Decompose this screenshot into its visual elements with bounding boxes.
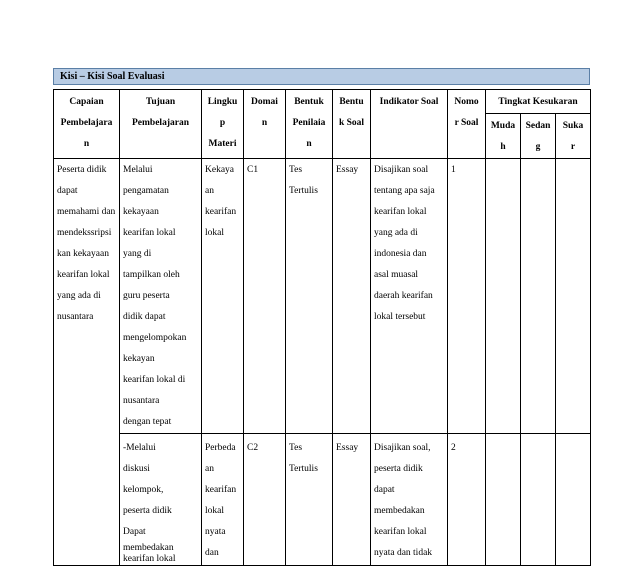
cell-indikator: Disajikan soal, peserta didik dapat membedakan kearifan lokal nyata dan tidak: [371, 434, 448, 566]
cell-indikator: Disajikan soal tentang apa saja kearifan lokal yang ada di indonesia dan asal muasal daerah kearifan lokal tersebut: [371, 159, 448, 434]
cell-bentuk-penilaian: Tes Tertulis: [286, 159, 333, 434]
header-indikator: Indikator Soal: [371, 90, 448, 159]
cell-sedang: [521, 434, 556, 566]
cell-bentuk-penilaian: Tes Tertulis: [286, 434, 333, 566]
cell-sukar: [556, 434, 591, 566]
cell-domain: C2: [244, 434, 286, 566]
cell-mudah: [486, 434, 521, 566]
section-title: Kisi – Kisi Soal Evaluasi: [53, 68, 590, 85]
kisi-kisi-table: [53, 89, 591, 566]
header-sukar: Suka r: [556, 114, 591, 159]
cell-capaian: Peserta didik dapat memahami dan mendekssripsi kan kekayaan kearifan lokal yang ada di nusantara: [54, 159, 120, 566]
header-domain: Domai n: [244, 90, 286, 159]
cell-tujuan-text: -Melalui diskusi kelompok, peserta didik Dapat: [123, 443, 172, 537]
header-tujuan: Tujuan Pembelajaran: [120, 90, 202, 159]
cell-nomor: 2: [448, 434, 486, 566]
table-row: [54, 159, 591, 434]
header-nomor: Nomo r Soal: [448, 90, 486, 159]
cell-sukar: [556, 159, 591, 434]
header-mudah: Muda h: [486, 114, 521, 159]
header-bentuk-soal: Bentu k Soal: [333, 90, 371, 159]
header-capaian: Capaian Pembelajara n: [54, 90, 120, 159]
cell-nomor: 1: [448, 159, 486, 434]
cell-tujuan: [120, 434, 202, 566]
table-row: [54, 434, 591, 566]
header-bentuk-penilaian: Bentuk Penilaia n: [286, 90, 333, 159]
cell-bentuk-soal: Essay: [333, 159, 371, 434]
cell-domain: C1: [244, 159, 286, 434]
header-lingkup: Lingku p Materi: [202, 90, 244, 159]
header-tingkat-kesukaran: Tingkat Kesukaran: [486, 90, 591, 114]
cell-lingkup: Kekaya an kearifan lokal: [202, 159, 244, 434]
cell-tujuan-tail: membedakan kearifan lokal: [123, 543, 176, 564]
header-sedang: Sedan g: [521, 114, 556, 159]
cell-sedang: [521, 159, 556, 434]
cell-lingkup: Perbeda an kearifan lokal nyata dan: [202, 434, 244, 566]
cell-tujuan: Melalui pengamatan kekayaan kearifan lokal yang di tampilkan oleh guru peserta didik dapat mengelompokan kekayan kearifan lokal di nusantara dengan tepat: [120, 159, 202, 434]
cell-bentuk-soal: Essay: [333, 434, 371, 566]
cell-mudah: [486, 159, 521, 434]
